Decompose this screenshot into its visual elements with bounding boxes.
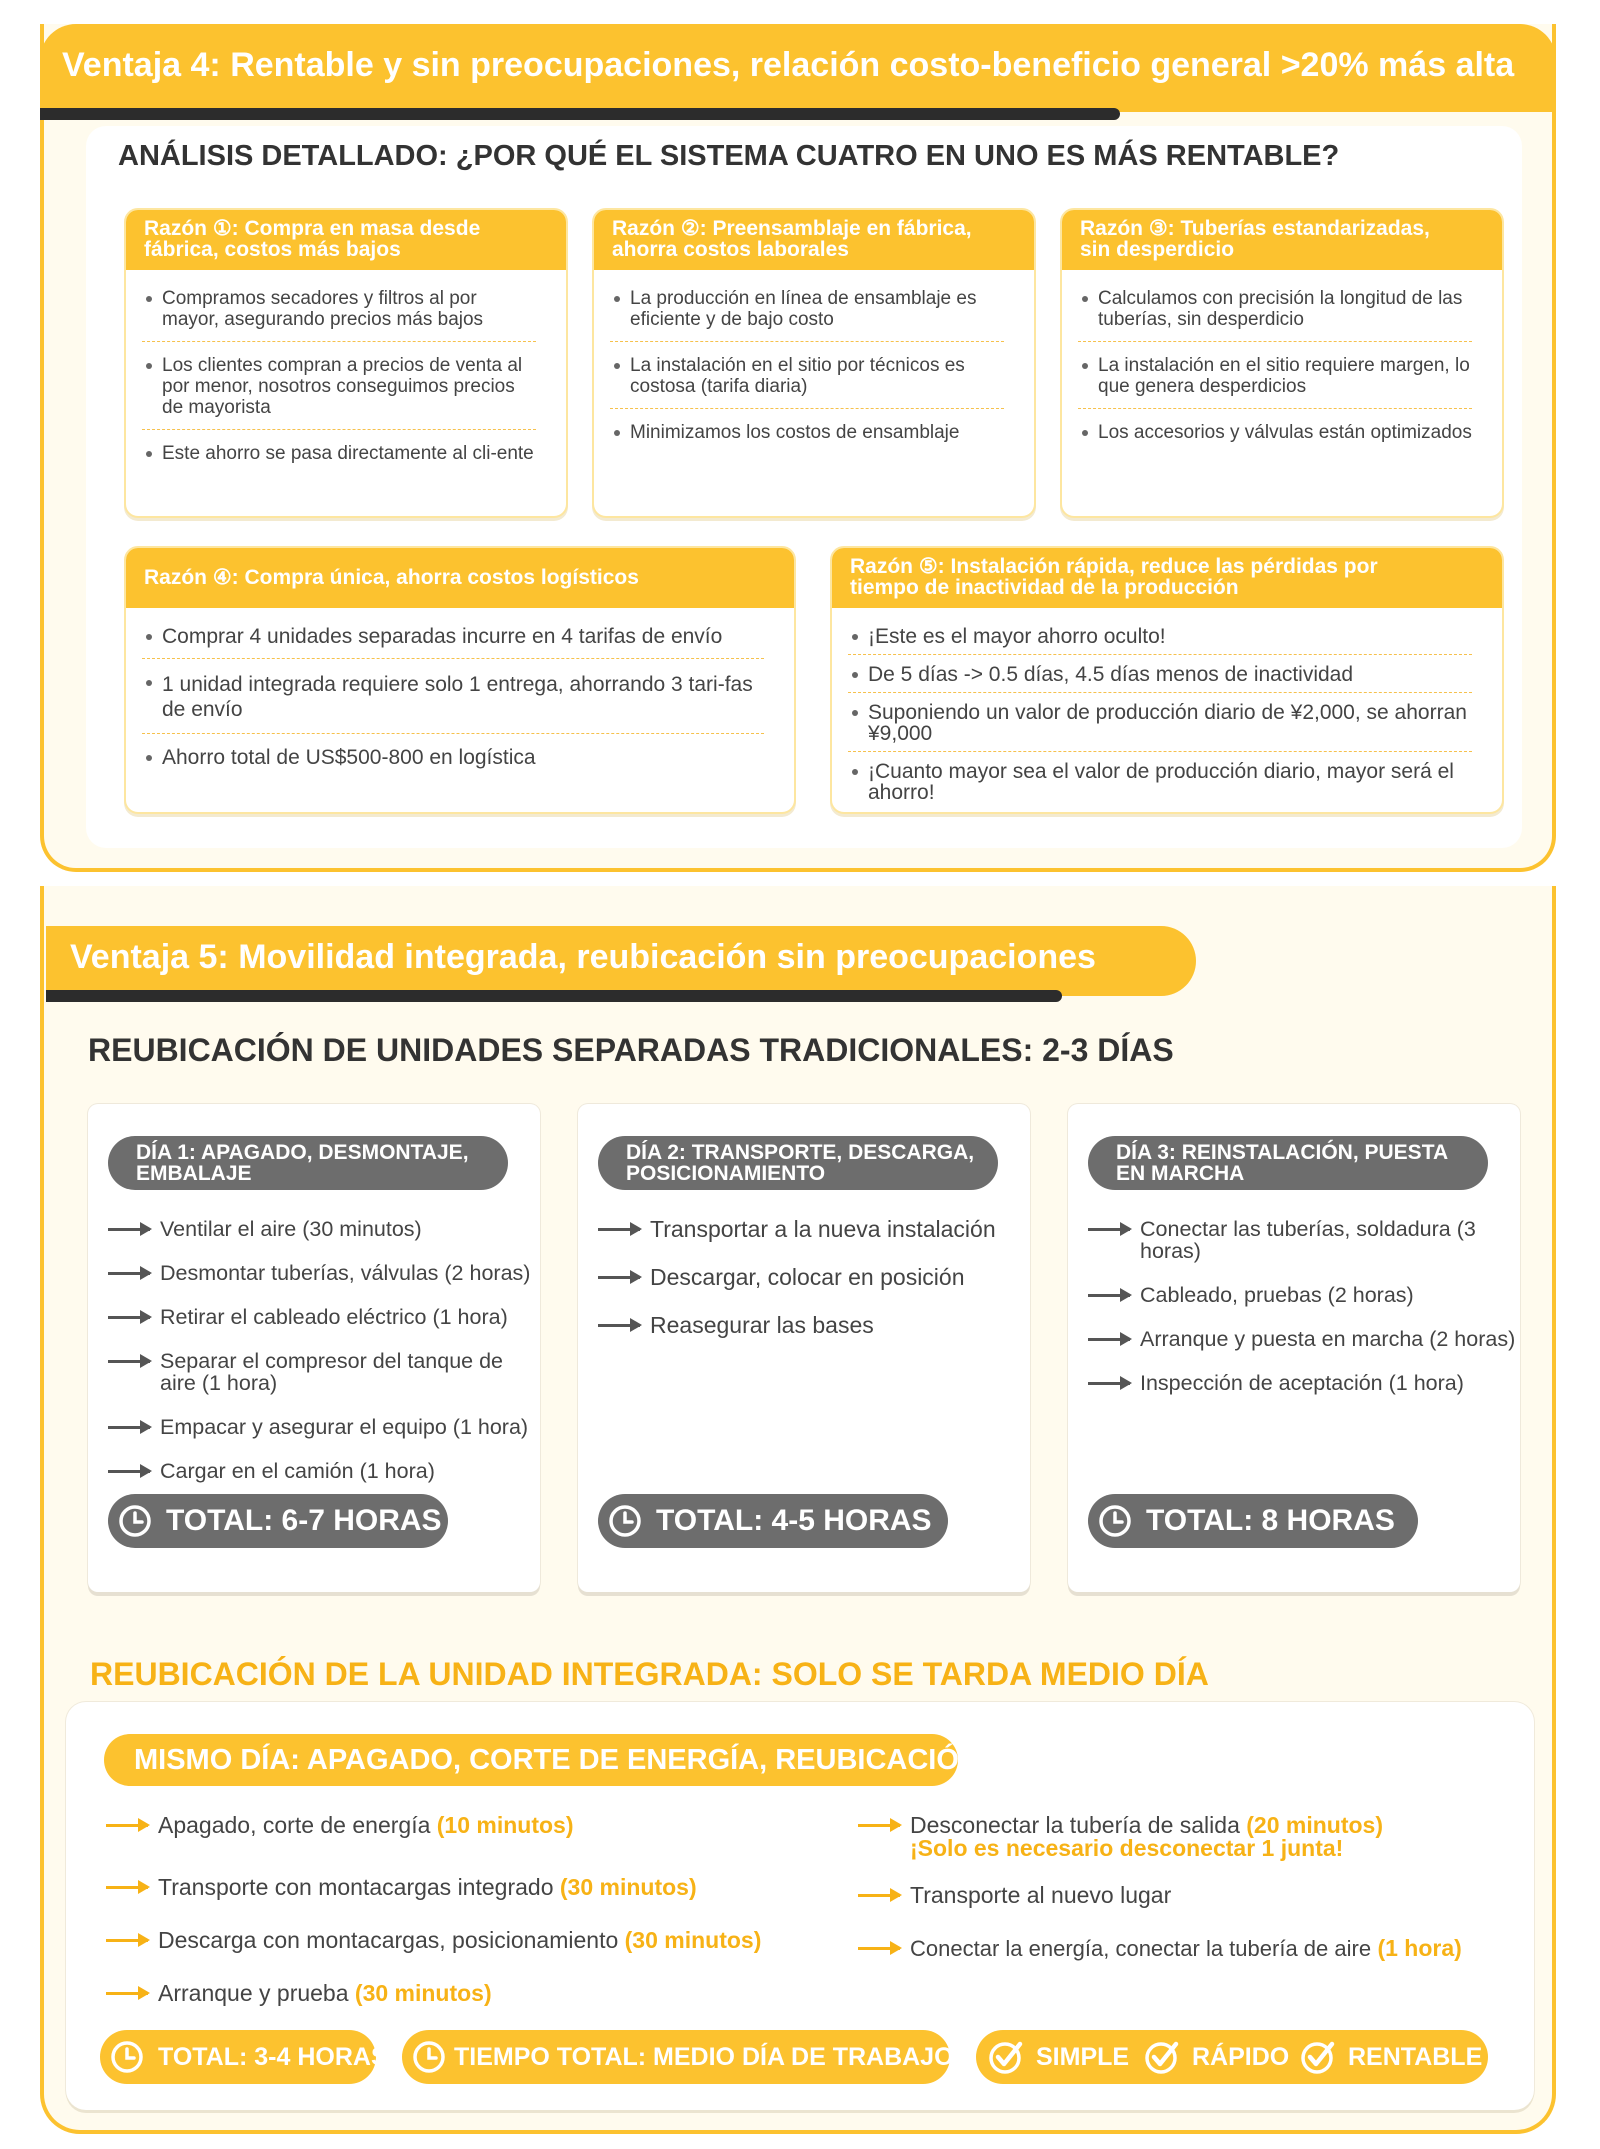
tag-fast: RÁPIDO (1192, 2043, 1290, 2071)
arrow-right-icon (1088, 1294, 1130, 1297)
arrow-right-icon (1088, 1382, 1130, 1385)
reason-4-title (126, 548, 794, 608)
list-item: La producción en línea de ensamblaje es eficiente y de bajo costo (610, 288, 1004, 342)
arrow-right-icon (598, 1324, 640, 1327)
check-circle-icon (1144, 2039, 1180, 2075)
reason-card-3 (1060, 208, 1504, 518)
step-text: Inspección de aceptación (1 hora) (1140, 1371, 1464, 1395)
day-3-label (1088, 1136, 1488, 1190)
step-text: Retirar el cableado eléctrico (1 hora) (160, 1305, 508, 1329)
reason-card-2 (592, 208, 1036, 518)
analysis-heading: ANÁLISIS DETALLADO: ¿POR QUÉ EL SISTEMA CUATRO EN UNO ES MÁS RENTABLE? (118, 140, 1340, 172)
clock-icon (110, 2040, 144, 2074)
clock-icon (1098, 1504, 1132, 1538)
reason-5-title-line2: tiempo de inactividad de la producción (850, 576, 1239, 599)
list-item (108, 1262, 532, 1284)
arrow-right-icon (1088, 1338, 1130, 1341)
list-item (108, 1218, 532, 1240)
list-item (858, 1884, 1518, 1907)
section-5-underline (46, 990, 1062, 1002)
integrated-heading: REUBICACIÓN DE LA UNIDAD INTEGRADA: SOLO SE TARDA MEDIO DÍA (90, 1656, 1209, 1692)
reason-2-list (610, 288, 1004, 467)
list-item (108, 1460, 532, 1482)
day-3-card (1068, 1104, 1520, 1592)
arrow-right-icon (858, 1947, 900, 1950)
arrow-right-icon (108, 1426, 150, 1429)
reason-card-4 (124, 546, 796, 814)
reason-1-title-line2: fábrica, costos más bajos (144, 238, 401, 261)
day-2-label (598, 1136, 998, 1190)
list-item: Los clientes compran a precios de venta al por menor, nosotros conseguimos precios de mayorista (142, 355, 536, 430)
day-2-steps (598, 1218, 1022, 1336)
day-2-label-line2: POSICIONAMIENTO (626, 1162, 826, 1185)
day-2-label-line1: DÍA 2: TRANSPORTE, DESCARGA, (626, 1141, 975, 1164)
total-text: TOTAL: 4-5 HORAS (656, 1504, 932, 1537)
check-circle-icon (988, 2039, 1024, 2075)
step-text: Arranque y puesta en marcha (2 horas) (1140, 1327, 1516, 1351)
step-text: Ventilar el aire (30 minutos) (160, 1217, 422, 1241)
step-text: Conectar la energía, conectar la tubería de aire (910, 1936, 1372, 1961)
list-item (598, 1266, 1022, 1288)
reason-4-title-line1: Razón ④: Compra única, ahorra costos logísticos (144, 566, 639, 589)
day-1-label-line2: EMBALAJE (136, 1162, 252, 1185)
list-item (1088, 1284, 1520, 1306)
reason-3-title-line1: Razón ③: Tuberías estandarizadas, (1080, 217, 1430, 240)
list-item (858, 1814, 1518, 1860)
list-item (108, 1306, 532, 1328)
list-item: Calculamos con precisión la longitud de las tuberías, sin desperdicio (1078, 288, 1472, 342)
list-item (1088, 1372, 1520, 1394)
step-text: Transporte al nuevo lugar (910, 1882, 1172, 1908)
step-time: (30 minutos) (559, 1874, 697, 1900)
day-3-label-line2: EN MARCHA (1116, 1162, 1245, 1185)
step-time: (10 minutos) (436, 1812, 574, 1838)
list-item: Minimizamos los costos de ensamblaje (610, 422, 1004, 454)
title-underline (40, 108, 1120, 120)
list-item: 1 unidad integrada requiere solo 1 entrega, ahorrando 3 tari-fas de envío (142, 672, 764, 734)
reason-3-title (1062, 210, 1502, 270)
step-text: Descargar, colocar en posición (650, 1264, 965, 1290)
arrow-right-icon (858, 1894, 900, 1897)
step-text: Apagado, corte de energía (158, 1812, 431, 1838)
reason-5-list (848, 626, 1472, 803)
list-item: Ahorro total de US$500-800 en logística (142, 747, 764, 779)
traditional-heading: REUBICACIÓN DE UNIDADES SEPARADAS TRADICIONALES: 2-3 DÍAS (88, 1032, 1174, 1068)
arrow-right-icon (1088, 1228, 1130, 1231)
tag-simple: SIMPLE (1036, 2043, 1130, 2071)
step-text: Arranque y prueba (158, 1980, 349, 2006)
step-text: Transporte con montacargas integrado (158, 1874, 554, 1900)
day-1-card (88, 1104, 540, 1592)
day-3-label-line1: DÍA 3: REINSTALACIÓN, PUESTA (1116, 1141, 1449, 1164)
day-3-steps (1088, 1218, 1520, 1394)
arrow-right-icon (108, 1272, 150, 1275)
list-item: ¡Este es el mayor ahorro oculto! (848, 626, 1472, 655)
reason-1-list (142, 288, 536, 488)
integrated-steps-left (106, 1814, 846, 2005)
step-text: Conectar las tuberías, soldadura (3 horas) (1140, 1217, 1476, 1263)
arrow-right-icon (858, 1824, 900, 1827)
step-text: Separar el compresor del tanque de aire (1 hora) (160, 1349, 504, 1395)
check-circle-icon (1300, 2039, 1336, 2075)
step-text: Descarga con montacargas, posicionamiento (158, 1927, 619, 1953)
list-item (858, 1937, 1518, 1960)
list-item: Este ahorro se pasa directamente al cli-ente (142, 443, 536, 475)
list-item (106, 1814, 846, 1837)
reason-2-title-line2: ahorra costos laborales (612, 238, 849, 261)
step-text: Cableado, pruebas (2 horas) (1140, 1283, 1414, 1307)
same-day-label: MISMO DÍA: APAGADO, CORTE DE ENERGÍA, REUBICACIÓN (104, 1734, 958, 1786)
arrow-right-icon (598, 1228, 640, 1231)
benefits-pill (976, 2030, 1488, 2084)
arrow-right-icon (106, 1886, 148, 1889)
step-note: ¡Solo es necesario desconectar 1 junta! (910, 1835, 1344, 1861)
list-item: La instalación en el sitio requiere margen, lo que genera desperdicios (1078, 355, 1472, 409)
list-item (598, 1314, 1022, 1336)
step-time: (20 minutos) (1246, 1812, 1383, 1838)
step-text: Desmontar tuberías, válvulas (2 horas) (160, 1261, 531, 1285)
step-time: (30 minutos) (624, 1927, 762, 1953)
arrow-right-icon (598, 1276, 640, 1279)
step-text: Cargar en el camión (1 hora) (160, 1459, 435, 1483)
list-item (106, 1929, 846, 1952)
clock-icon (118, 1504, 152, 1538)
list-item: Comprar 4 unidades separadas incurre en 4 tarifas de envío (142, 626, 764, 659)
reason-4-list (142, 626, 764, 792)
list-item (106, 1876, 846, 1899)
arrow-right-icon (108, 1360, 150, 1363)
day-1-label-line1: DÍA 1: APAGADO, DESMONTAJE, (136, 1141, 469, 1164)
integrated-steps-right (858, 1814, 1518, 1960)
clock-icon (412, 2040, 446, 2074)
reason-5-title (832, 548, 1502, 608)
clock-icon (608, 1504, 642, 1538)
total-text: TOTAL: 6-7 HORAS (166, 1504, 442, 1537)
day-1-steps (108, 1218, 532, 1482)
step-text: Desconectar la tubería de salida (910, 1812, 1240, 1838)
list-item: ¡Cuanto mayor sea el valor de producción diario, mayor será el ahorro! (848, 761, 1472, 803)
step-text: Transportar a la nueva instalación (650, 1216, 996, 1242)
day-3-total (1088, 1494, 1418, 1548)
reason-card-5 (830, 546, 1504, 814)
list-item (1088, 1328, 1520, 1350)
day-1-label (108, 1136, 508, 1190)
arrow-right-icon (106, 1939, 148, 1942)
total-hours-pill (100, 2030, 388, 2084)
list-item (108, 1350, 532, 1394)
reason-2-title-line1: Razón ②: Preensamblaje en fábrica, (612, 217, 972, 240)
reason-card-1 (124, 208, 568, 518)
total-text: TOTAL: 3-4 HORAS (158, 2043, 388, 2071)
step-text: Reasegurar las bases (650, 1312, 874, 1338)
reason-1-title (126, 210, 566, 270)
tag-profitable: RENTABLE (1348, 2043, 1483, 2071)
arrow-right-icon (108, 1316, 150, 1319)
arrow-right-icon (108, 1228, 150, 1231)
reason-3-title-line2: sin desperdicio (1080, 238, 1235, 261)
total-time-pill (402, 2030, 954, 2084)
reason-2-title (594, 210, 1034, 270)
total-text: TOTAL: 8 HORAS (1146, 1504, 1395, 1537)
list-item: De 5 días -> 0.5 días, 4.5 días menos de inactividad (848, 664, 1472, 693)
section-5-title: Ventaja 5: Movilidad integrada, reubicación sin preocupaciones (70, 938, 1096, 976)
step-time: (1 hora) (1377, 1935, 1462, 1961)
day-2-total (598, 1494, 948, 1548)
reason-3-list (1078, 288, 1472, 467)
list-item: Suponiendo un valor de producción diario de ¥2,000, se ahorran ¥9,000 (848, 702, 1472, 752)
step-text: Empacar y asegurar el equipo (1 hora) (160, 1415, 529, 1439)
total-text: TIEMPO TOTAL: MEDIO DÍA DE TRABAJO (454, 2043, 954, 2071)
day-1-total (108, 1494, 448, 1548)
arrow-right-icon (108, 1470, 150, 1473)
list-item: Los accesorios y válvulas están optimizados (1078, 422, 1472, 454)
list-item: Compramos secadores y filtros al por mayor, asegurando precios más bajos (142, 288, 536, 342)
section-4-title: Ventaja 4: Rentable y sin preocupaciones, relación costo-beneficio general >20% más alta (62, 46, 1515, 84)
step-time: (30 minutos) (354, 1980, 492, 2006)
list-item (108, 1416, 532, 1438)
arrow-right-icon (106, 1824, 148, 1827)
day-2-card (578, 1104, 1030, 1592)
reason-5-title-line1: Razón ⑤: Instalación rápida, reduce las pérdidas por (850, 555, 1378, 578)
list-item: La instalación en el sitio por técnicos es costosa (tarifa diaria) (610, 355, 1004, 409)
reason-1-title-line1: Razón ①: Compra en masa desde (144, 217, 481, 240)
arrow-right-icon (106, 1992, 148, 1995)
list-item (106, 1982, 846, 2005)
list-item (1088, 1218, 1520, 1262)
list-item (598, 1218, 1022, 1240)
